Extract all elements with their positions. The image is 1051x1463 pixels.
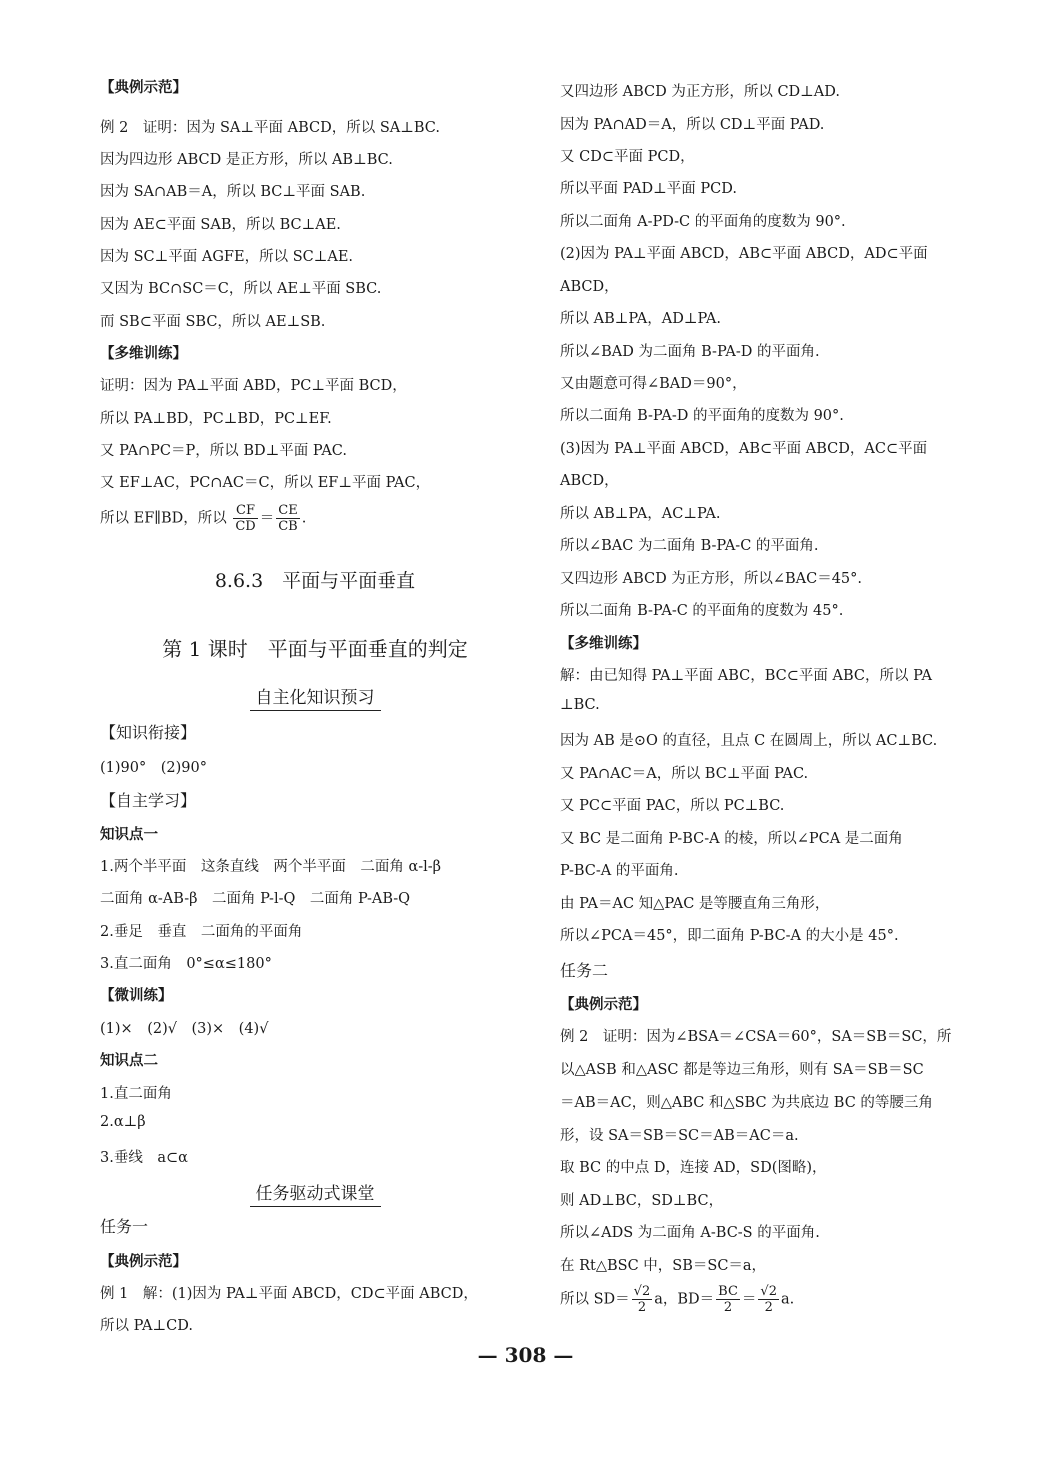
knowledge-point-title: 知识点二 xyxy=(100,1052,158,1069)
fraction xyxy=(758,1284,779,1315)
text-line: 取 BC 的中点 D，连接 AD，SD(图略)， xyxy=(560,1160,827,1176)
section-header: 【自主学习】 xyxy=(100,791,197,810)
text-line: 所以 AB⊥PA，AD⊥PA. xyxy=(560,311,722,327)
subsection-banner xyxy=(100,1179,530,1204)
text-line: 又四边形 ABCD 为正方形，所以 CD⊥AD. xyxy=(560,84,840,100)
denominator: 2 xyxy=(764,1300,773,1315)
text-line: 因为 AB 是⊙O 的直径，且点 C 在圆周上，所以 AC⊥BC. xyxy=(560,733,938,749)
fraction-line xyxy=(100,503,306,534)
fraction xyxy=(632,1284,653,1315)
text-line: 因为 AE⊂平面 SAB，所以 BC⊥AE. xyxy=(100,217,341,233)
denominator: CB xyxy=(278,519,298,534)
text-line: 又由题意可得∠BAD＝90°， xyxy=(560,376,747,392)
text-line: ＝AB＝AC，则△ABC 和△SBC 为共底边 BC 的等腰三角 xyxy=(560,1095,933,1111)
text-line: 则 AD⊥BC，SD⊥BC， xyxy=(560,1193,724,1209)
text-line: 所以平面 PAD⊥平面 PCD. xyxy=(560,181,737,197)
text-line: 又 BC 是二面角 P-BC-A 的棱，所以∠PCA 是二面角 xyxy=(560,831,903,847)
text-line: (2)因为 PA⊥平面 ABCD，AB⊂平面 ABCD，AD⊂平面 xyxy=(560,246,928,262)
text-line: 1.直二面角 xyxy=(100,1086,172,1102)
text-line: 所以二面角 B-PA-D 的平面角的度数为 90°. xyxy=(560,408,844,424)
section-header: 【多维训练】 xyxy=(100,346,187,362)
text-segment: a，BD＝ xyxy=(654,1291,715,1308)
text-line: 所以 PA⊥BD，PC⊥BD，PC⊥EF. xyxy=(100,411,332,427)
section-header: 【知识衔接】 xyxy=(100,723,197,742)
text-line: 由 PA＝AC 知△PAC 是等腰直角三角形， xyxy=(560,896,830,912)
text-line: 又 CD⊂平面 PCD， xyxy=(560,149,695,165)
text-line: 所以二面角 B-PA-C 的平面角的度数为 45°. xyxy=(560,603,844,619)
text-line: 所以∠PCA＝45°，即二面角 P-BC-A 的大小是 45°. xyxy=(560,928,899,944)
text-line: 又 PC⊂平面 PAC，所以 PC⊥BC. xyxy=(560,798,785,814)
numerator: √2 xyxy=(760,1284,777,1299)
fraction xyxy=(276,503,300,534)
text-line: 所以∠BAD 为二面角 B-PA-D 的平面角. xyxy=(560,344,820,360)
text-line: 2.α⊥β xyxy=(100,1114,146,1130)
section-header: 【多维训练】 xyxy=(560,636,647,652)
numerator: CE xyxy=(276,503,300,519)
equals-sign: ＝ xyxy=(741,1291,757,1308)
text-line: 又 EF⊥AC，PC∩AC＝C，所以 EF⊥平面 PAC， xyxy=(100,475,431,491)
text-line: 又 PA∩PC＝P，所以 BD⊥平面 PAC. xyxy=(100,443,347,459)
text-line: 2.垂足 垂直 二面角的平面角 xyxy=(100,924,303,940)
text-line: 二面角 α-AB-β 二面角 P-l-Q 二面角 P-AB-Q xyxy=(100,891,411,907)
text-line: 1.两个半平面 这条直线 两个半平面 二面角 α-l-β xyxy=(100,859,442,875)
denominator: CD xyxy=(235,519,256,534)
section-header: 【典例示范】 xyxy=(560,997,647,1013)
subsection-banner xyxy=(100,683,530,708)
text-line: 3.垂线 a⊂α xyxy=(100,1150,188,1166)
section-header: 【典例示范】 xyxy=(100,1254,187,1270)
text-line: ABCD， xyxy=(560,473,619,489)
text-line: 又因为 BC∩SC＝C，所以 AE⊥平面 SBC. xyxy=(100,281,382,297)
denominator: 2 xyxy=(637,1300,647,1315)
knowledge-point-title: 知识点一 xyxy=(100,826,158,843)
text-line: 以△ASB 和△ASC 都是等边三角形，则有 SA＝SB＝SC xyxy=(560,1062,924,1078)
fraction xyxy=(716,1284,740,1315)
text-line: 解：由已知得 PA⊥平面 ABC，BC⊂平面 ABC，所以 PA xyxy=(560,668,933,684)
text-line: ABCD， xyxy=(560,279,619,295)
text-line: 而 SB⊂平面 SBC，所以 AE⊥SB. xyxy=(100,314,326,330)
text-line: 例 2 证明：因为∠BSA＝∠CSA＝60°，SA＝SB＝SC，所 xyxy=(560,1029,952,1045)
fraction-line xyxy=(560,1284,794,1315)
text-line: 所以∠BAC 为二面角 B-PA-C 的平面角. xyxy=(560,538,819,554)
text-line: 例 1 解：(1)因为 PA⊥平面 ABCD，CD⊂平面 ABCD， xyxy=(100,1286,478,1302)
numerator: BC xyxy=(718,1284,738,1299)
text-line: 所以 AB⊥PA，AC⊥PA. xyxy=(560,506,721,522)
equals-sign: ＝ xyxy=(259,510,275,527)
section-title: 8.6.3 平面与平面垂直 xyxy=(214,570,416,592)
section-header: 【典例示范】 xyxy=(100,80,187,96)
text-line: 因为 PA∩AD＝A，所以 CD⊥平面 PAD. xyxy=(560,117,825,133)
text-line: ⊥BC. xyxy=(560,697,600,713)
text-line: 3.直二面角 0°≤α≤180° xyxy=(100,956,272,972)
text-line: 因为 SC⊥平面 AGFE，所以 SC⊥AE. xyxy=(100,249,354,265)
text-line: 因为 SA∩AB＝A，所以 BC⊥平面 SAB. xyxy=(100,184,366,200)
text-segment: 所以 SD＝ xyxy=(560,1291,630,1308)
text-segment: 所以 EF∥BD，所以 xyxy=(100,510,227,527)
lesson-title: 第 1 课时 平面与平面垂直的判定 xyxy=(162,637,468,661)
task-title: 任务一 xyxy=(100,1217,149,1236)
task-title: 任务二 xyxy=(560,961,609,980)
denominator: 2 xyxy=(723,1300,733,1315)
text-line: 又四边形 ABCD 为正方形，所以∠BAC＝45°. xyxy=(560,571,863,587)
text-line: 所以∠ADS 为二面角 A-BC-S 的平面角. xyxy=(560,1225,820,1241)
text-line: 又 PA∩AC＝A，所以 BC⊥平面 PAC. xyxy=(560,766,809,782)
text-segment: . xyxy=(301,510,307,527)
fraction xyxy=(233,503,257,534)
text-line: 所以 PA⊥CD. xyxy=(100,1318,193,1334)
text-line: 证明：因为 PA⊥平面 ABD，PC⊥平面 BCD， xyxy=(100,378,407,394)
banner-label: 自主化知识预习 xyxy=(250,688,381,711)
numerator: √2 xyxy=(633,1284,651,1299)
text-line: 例 2 证明：因为 SA⊥平面 ABCD，所以 SA⊥BC. xyxy=(100,120,440,136)
text-line: 形，设 SA＝SB＝SC＝AB＝AC＝a. xyxy=(560,1128,799,1144)
text-line: P-BC-A 的平面角. xyxy=(560,863,679,879)
text-segment: a. xyxy=(780,1291,795,1308)
banner-label: 任务驱动式课堂 xyxy=(250,1184,381,1207)
section-header: 【微训练】 xyxy=(100,988,173,1004)
text-line: 在 Rt△BSC 中，SB＝SC＝a， xyxy=(560,1258,767,1274)
text-line: (1)× (2)√ (3)× (4)√ xyxy=(100,1021,269,1037)
numerator: CF xyxy=(233,503,257,519)
page-number: — 308 — xyxy=(477,1343,574,1367)
text-line: 所以二面角 A-PD-C 的平面角的度数为 90°. xyxy=(560,214,846,230)
text-line: (1)90° (2)90° xyxy=(100,760,207,776)
text-line: (3)因为 PA⊥平面 ABCD，AB⊂平面 ABCD，AC⊂平面 xyxy=(560,441,928,457)
text-line: 因为四边形 ABCD 是正方形，所以 AB⊥BC. xyxy=(100,152,393,168)
